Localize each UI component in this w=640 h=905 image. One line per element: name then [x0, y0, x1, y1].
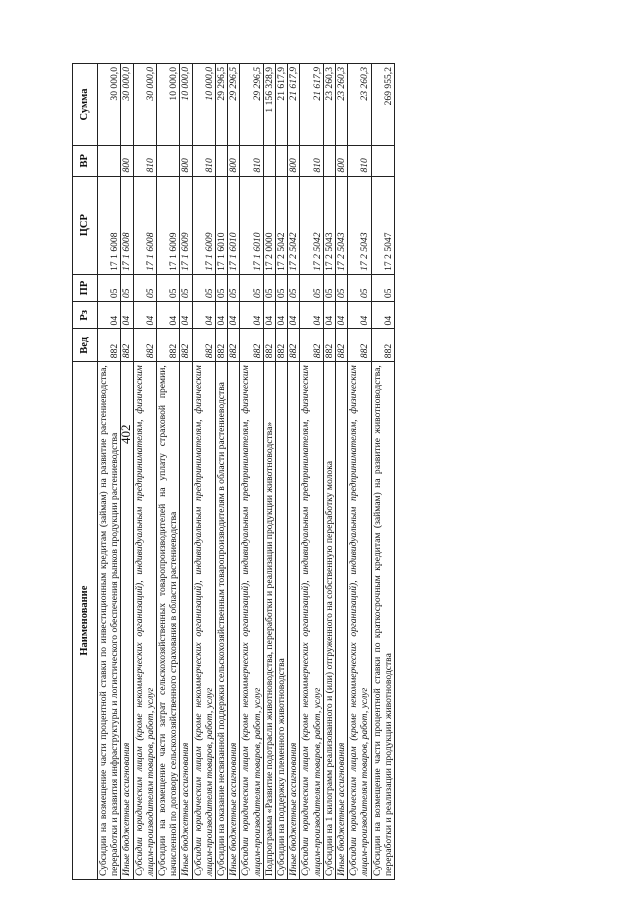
cell-pr: 05 [288, 274, 300, 301]
cell-pr: 05 [323, 274, 335, 301]
cell-sum: 30 000,0 [121, 64, 133, 146]
cell-rz: 04 [133, 302, 156, 329]
cell-rz: 04 [216, 302, 228, 329]
cell-sum: 30 000,0 [98, 64, 121, 146]
cell-sum: 23 260,3 [323, 64, 335, 146]
cell-pr: 05 [192, 274, 215, 301]
cell-csr: 17 2 5043 [323, 176, 335, 274]
cell-vr [276, 145, 288, 176]
cell-rz: 04 [180, 302, 192, 329]
table-row [133, 64, 156, 880]
cell-sum: 30 000,0 [133, 64, 156, 146]
table-row [216, 64, 228, 880]
cell-name: Субсидии юридическим лицам (кроме некоммерческих организаций), индивидуальным предпринимателям, физическим лицам-производителям товаров, работ, услуг [300, 362, 323, 880]
cell-rz: 04 [98, 302, 121, 329]
budget-table [72, 63, 395, 880]
cell-sum: 269 955,2 [371, 64, 394, 146]
header-vr: ВР [73, 145, 98, 176]
cell-vr [371, 145, 394, 176]
cell-name: Субсидии юридическим лицам (кроме некоммерческих организаций), индивидуальным предпринимателям, физическим лицам-производителям товаров, работ, услуг [348, 362, 371, 880]
cell-csr: 17 2 5047 [371, 176, 394, 274]
cell-pr: 05 [336, 274, 348, 301]
cell-rz: 04 [371, 302, 394, 329]
cell-name: Иные бюджетные ассигнования [228, 362, 240, 880]
table-row [300, 64, 323, 880]
table-row [323, 64, 335, 880]
cell-csr: 17 1 6010 [228, 176, 240, 274]
cell-csr: 17 2 5042 [300, 176, 323, 274]
cell-csr: 17 2 5043 [348, 176, 371, 274]
cell-rz: 04 [157, 302, 180, 329]
cell-rz: 04 [192, 302, 215, 329]
cell-vr: 810 [133, 145, 156, 176]
cell-ved: 882 [192, 329, 215, 362]
table-row [98, 64, 121, 880]
cell-sum: 29 296,5 [216, 64, 228, 146]
cell-ved: 882 [216, 329, 228, 362]
cell-name: Иные бюджетные ассигнования [121, 362, 133, 880]
table-row [288, 64, 300, 880]
cell-rz: 04 [263, 302, 275, 329]
cell-rz: 04 [276, 302, 288, 329]
cell-ved: 882 [240, 329, 263, 362]
cell-csr: 17 1 6008 [133, 176, 156, 274]
table-row [192, 64, 215, 880]
cell-sum: 10 000,0 [157, 64, 180, 146]
cell-pr: 05 [348, 274, 371, 301]
cell-sum: 10 000,0 [180, 64, 192, 146]
cell-name: Субсидии юридическим лицам (кроме некоммерческих организаций), индивидуальным предпринимателям, физическим лицам-производителям товаров, работ, услуг [192, 362, 215, 880]
cell-vr: 810 [192, 145, 215, 176]
cell-ved: 882 [228, 329, 240, 362]
cell-csr: 17 1 6010 [216, 176, 228, 274]
cell-csr: 17 1 6009 [192, 176, 215, 274]
cell-ved: 882 [348, 329, 371, 362]
table-row [157, 64, 180, 880]
cell-vr [157, 145, 180, 176]
cell-name: Иные бюджетные ассигнования [288, 362, 300, 880]
cell-ved: 882 [263, 329, 275, 362]
cell-pr: 05 [228, 274, 240, 301]
header-ved: Вед [73, 329, 98, 362]
cell-pr: 05 [216, 274, 228, 301]
cell-csr: 17 1 6008 [121, 176, 133, 274]
cell-pr: 05 [276, 274, 288, 301]
cell-pr: 05 [98, 274, 121, 301]
cell-pr: 05 [263, 274, 275, 301]
cell-ved: 882 [371, 329, 394, 362]
cell-name: Субсидии на оказание несвязанной поддержки сельскохозяйственным товаропроизводителям в области растениеводства [216, 362, 228, 880]
cell-vr: 800 [180, 145, 192, 176]
cell-vr: 810 [300, 145, 323, 176]
cell-sum: 21 617,9 [276, 64, 288, 146]
cell-rz: 04 [288, 302, 300, 329]
header-pr: ПР [73, 274, 98, 301]
header-sum: Сумма [73, 64, 98, 146]
cell-rz: 04 [121, 302, 133, 329]
cell-vr [323, 145, 335, 176]
table-row [240, 64, 263, 880]
table-row [228, 64, 240, 880]
table-row [263, 64, 275, 880]
cell-name: Субсидии юридическим лицам (кроме некоммерческих организаций), индивидуальным предпринимателям, физическим лицам-производителям товаров, работ, услуг [240, 362, 263, 880]
page-number: 402 [118, 424, 133, 444]
cell-rz: 04 [323, 302, 335, 329]
header-name: Наименование [73, 362, 98, 880]
header-csr: ЦСР [73, 176, 98, 274]
cell-name: Субсидии на возмещение части процентной ставки по инвестиционным кредитам (займам) на развитие растениеводства, переработки и развития инфраструктуры и логистического обеспечения рынков продукции растениеводства [98, 362, 121, 880]
cell-name: Иные бюджетные ассигнования [180, 362, 192, 880]
table-row [121, 64, 133, 880]
cell-ved: 882 [288, 329, 300, 362]
cell-name: Субсидии на возмещение части затрат сельскохозяйственных товаропроизводителей на уплату страховой премии, начисленной по договору сельскохозяйственного страхования в области растениеводства [157, 362, 180, 880]
cell-rz: 04 [228, 302, 240, 329]
cell-vr: 810 [240, 145, 263, 176]
cell-vr: 800 [228, 145, 240, 176]
cell-name: Субсидии на поддержку племенного животноводства [276, 362, 288, 880]
cell-csr: 17 2 5042 [276, 176, 288, 274]
cell-vr: 800 [121, 145, 133, 176]
cell-sum: 29 296,5 [240, 64, 263, 146]
cell-ved: 882 [336, 329, 348, 362]
table-row [336, 64, 348, 880]
cell-csr: 17 1 6009 [180, 176, 192, 274]
cell-sum: 10 000,0 [192, 64, 215, 146]
cell-sum: 1 156 328,9 [263, 64, 275, 146]
cell-vr [216, 145, 228, 176]
cell-sum: 29 296,5 [228, 64, 240, 146]
cell-name: Субсидии юридическим лицам (кроме некоммерческих организаций), индивидуальным предпринимателям, физическим лицам-производителям товаров, работ, услуг [133, 362, 156, 880]
cell-name: Субсидии на 1 килограмм реализованного и (или) отгруженного на собственную переработку молока [323, 362, 335, 880]
cell-csr: 17 1 6010 [240, 176, 263, 274]
cell-ved: 882 [98, 329, 121, 362]
cell-csr: 17 2 5043 [336, 176, 348, 274]
cell-vr: 800 [336, 145, 348, 176]
cell-sum: 23 260,3 [348, 64, 371, 146]
cell-pr: 05 [240, 274, 263, 301]
cell-vr [98, 145, 121, 176]
cell-csr: 17 1 6009 [157, 176, 180, 274]
cell-ved: 882 [121, 329, 133, 362]
cell-sum: 21 617,9 [288, 64, 300, 146]
cell-name: Подпрограмма «Развитие подотрасли животноводства, переработки и реализации продукции животноводства» [263, 362, 275, 880]
table-row [180, 64, 192, 880]
cell-pr: 05 [371, 274, 394, 301]
cell-csr: 17 2 5042 [288, 176, 300, 274]
cell-rz: 04 [336, 302, 348, 329]
cell-pr: 05 [157, 274, 180, 301]
cell-sum: 21 617,9 [300, 64, 323, 146]
cell-name: Иные бюджетные ассигнования [336, 362, 348, 880]
cell-ved: 882 [157, 329, 180, 362]
cell-sum: 23 260,3 [336, 64, 348, 146]
cell-ved: 882 [323, 329, 335, 362]
cell-ved: 882 [180, 329, 192, 362]
cell-vr [263, 145, 275, 176]
cell-ved: 882 [133, 329, 156, 362]
rotated-table-container [72, 63, 570, 880]
cell-ved: 882 [276, 329, 288, 362]
cell-vr: 810 [348, 145, 371, 176]
cell-rz: 04 [348, 302, 371, 329]
cell-pr: 05 [121, 274, 133, 301]
cell-rz: 04 [300, 302, 323, 329]
cell-vr: 800 [288, 145, 300, 176]
cell-csr: 17 1 6008 [98, 176, 121, 274]
header-rz: Рз [73, 302, 98, 329]
cell-pr: 05 [133, 274, 156, 301]
cell-pr: 05 [180, 274, 192, 301]
cell-pr: 05 [300, 274, 323, 301]
table-row [371, 64, 394, 880]
table-row [348, 64, 371, 880]
cell-csr: 17 2 0000 [263, 176, 275, 274]
table-header-row [73, 64, 98, 880]
cell-ved: 882 [300, 329, 323, 362]
cell-rz: 04 [240, 302, 263, 329]
cell-name: Субсидии на возмещение части процентной ставки по краткосрочным кредитам (займам) на развитие животноводства, переработки и реализации продукции животноводства [371, 362, 394, 880]
table-row [276, 64, 288, 880]
